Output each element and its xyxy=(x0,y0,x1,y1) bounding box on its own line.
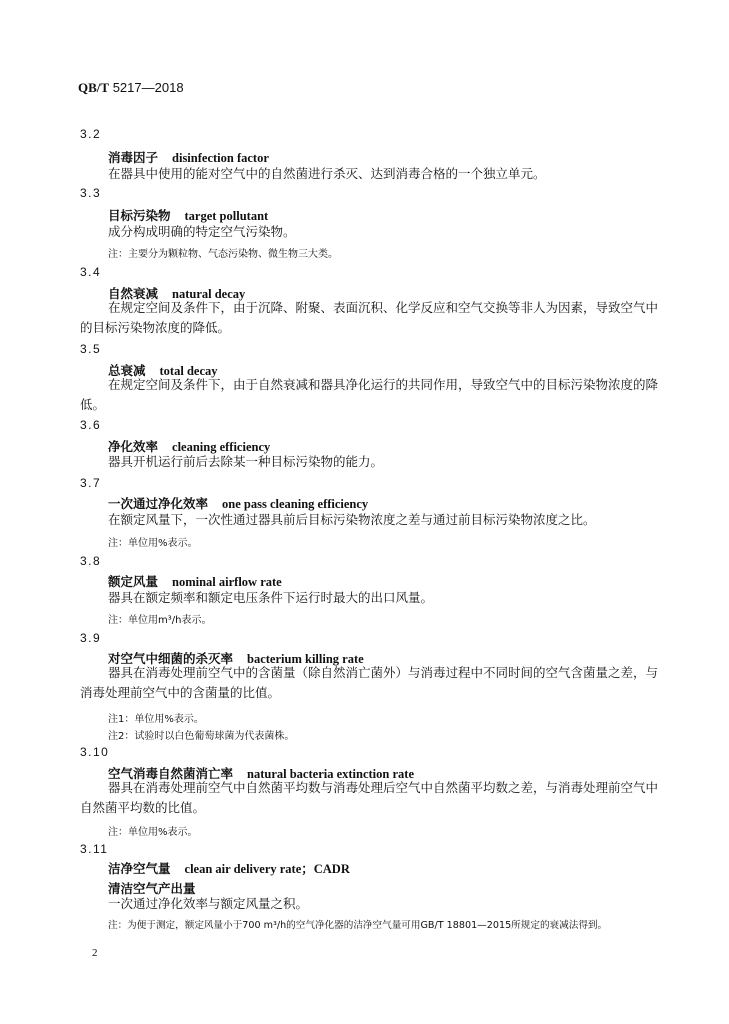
term-note: 注：单位用m³/h表示。 xyxy=(108,615,212,626)
term-zh: 空气消毒自然菌消亡率 xyxy=(108,766,234,781)
term-note: 注：为便于测定，额定风量小于700 m³/h的空气净化器的洁净空气量可用GB/T 18801—2015所规定的衰减法得到。 xyxy=(108,920,608,931)
term-definition: 器具在消毒处理前空气中自然菌平均数与消毒处理后空气中自然菌平均数之差，与消毒处理前空气中自然菌平均数的比值。 xyxy=(80,780,659,815)
term-en: clean air delivery rate；CADR xyxy=(184,862,350,876)
term-definition: 器具在消毒处理前空气中的含菌量（除自然消亡菌外）与消毒过程中不同时间的空气含菌量之差，与消毒处理前空气中的含菌量的比值。 xyxy=(80,665,659,700)
standard-number: 5217—2018 xyxy=(112,80,184,95)
term-title xyxy=(108,859,350,877)
term-note: 注：单位用%表示。 xyxy=(108,538,198,549)
term-en: target pollutant xyxy=(184,209,269,223)
term-zh: 额定风量 xyxy=(108,574,159,589)
term-zh: 净化效率 xyxy=(108,439,159,454)
term-en: natural decay xyxy=(172,287,246,301)
page-number: 2 xyxy=(92,947,98,959)
term-note-2: 注2：试验时以白色葡萄球菌为代表菌株。 xyxy=(108,731,295,742)
term-zh: 目标污染物 xyxy=(108,208,171,223)
clause-number: 3.3 xyxy=(80,186,102,200)
term-zh: 对空气中细菌的杀灭率 xyxy=(108,651,234,666)
standard-header xyxy=(78,80,184,96)
term-en: total decay xyxy=(159,364,218,378)
term-zh: 洁净空气量 xyxy=(108,861,171,876)
clause-number: 3.4 xyxy=(80,265,102,279)
clause-number: 3.2 xyxy=(80,127,102,141)
term-definition: 在器具中使用的能对空气中的自然菌进行杀灭、达到消毒合格的一个独立单元。 xyxy=(108,166,546,181)
term-zh-alt: 清洁空气产出量 xyxy=(108,881,196,896)
term-definition: 一次通过净化效率与额定风量之积。 xyxy=(108,896,309,911)
term-en: bacterium killing rate xyxy=(247,652,364,666)
term-en: one pass cleaning efficiency xyxy=(222,497,369,511)
clause-number: 3.7 xyxy=(80,476,102,490)
term-note: 注：单位用%表示。 xyxy=(108,827,198,838)
clause-number: 3.6 xyxy=(80,418,102,432)
term-zh: 一次通过净化效率 xyxy=(108,496,209,511)
term-definition: 在规定空间及条件下，由于自然衰减和器具净化运行的共同作用，导致空气中的目标污染物浓度的降低。 xyxy=(80,377,659,412)
term-en: disinfection factor xyxy=(172,151,269,165)
term-definition: 器具在额定频率和额定电压条件下运行时最大的出口风量。 xyxy=(108,590,434,605)
term-note-1: 注1：单位用%表示。 xyxy=(108,714,204,725)
term-en: nominal airflow rate xyxy=(172,575,282,589)
clause-number: 3.8 xyxy=(80,554,102,568)
term-definition: 在额定风量下，一次性通过器具前后目标污染物浓度之差与通过前目标污染物浓度之比。 xyxy=(108,512,596,527)
clause-number: 3.10 xyxy=(80,745,110,759)
term-definition: 器具开机运行前后去除某一种目标污染物的能力。 xyxy=(108,454,384,469)
term-definition: 成分构成明确的特定空气污染物。 xyxy=(108,224,296,239)
term-zh: 自然衰减 xyxy=(108,286,159,301)
term-en: cleaning efficiency xyxy=(172,440,271,454)
term-definition: 在规定空间及条件下，由于沉降、附聚、表面沉积、化学反应和空气交换等非人为因素，导致空气中的目标污染物浓度的降低。 xyxy=(80,300,659,335)
term-note: 注：主要分为颗粒物、气态污染物、微生物三大类。 xyxy=(108,249,338,260)
clause-number: 3.5 xyxy=(80,342,102,356)
term-zh: 总衰减 xyxy=(108,363,146,378)
term-zh: 消毒因子 xyxy=(108,150,159,165)
standard-code: QB/T xyxy=(78,80,110,95)
clause-number: 3.11 xyxy=(80,842,109,856)
clause-number: 3.9 xyxy=(80,631,102,645)
term-en: natural bacteria extinction rate xyxy=(247,767,414,781)
